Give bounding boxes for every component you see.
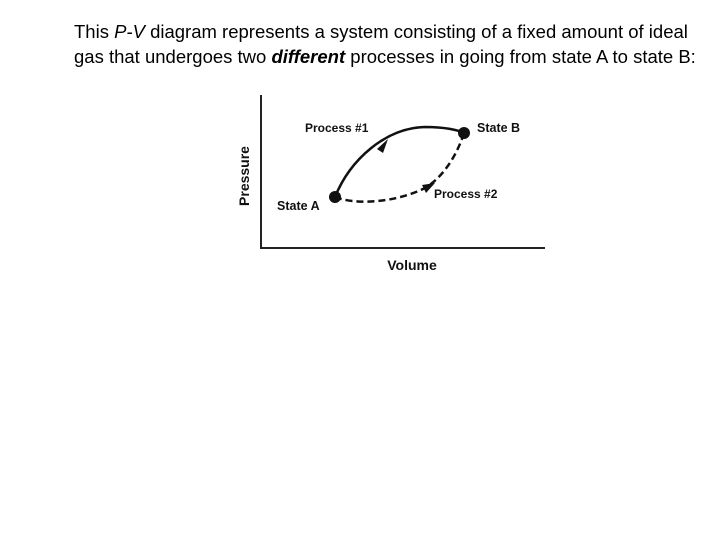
state-a-point: [329, 191, 341, 203]
state-b-label: State B: [477, 121, 521, 135]
intro-text-start: This: [74, 21, 115, 42]
intro-text-end: processes in going from state A to state B:: [345, 45, 696, 67]
intro-text-middle: diagram represents a system consisting of a fixed amount of ideal gas that undergoes two: [74, 21, 688, 67]
intro-pv-term: P-V: [114, 21, 145, 42]
y-axis-label: Pressure: [236, 146, 252, 206]
state-b-point: [458, 127, 470, 139]
x-axis-label: Volume: [387, 257, 437, 273]
intro-emphasis: different: [271, 45, 346, 67]
process1-label: Process #1: [305, 121, 369, 135]
state-a-label: State A: [277, 199, 320, 213]
process2-label: Process #2: [434, 187, 498, 201]
